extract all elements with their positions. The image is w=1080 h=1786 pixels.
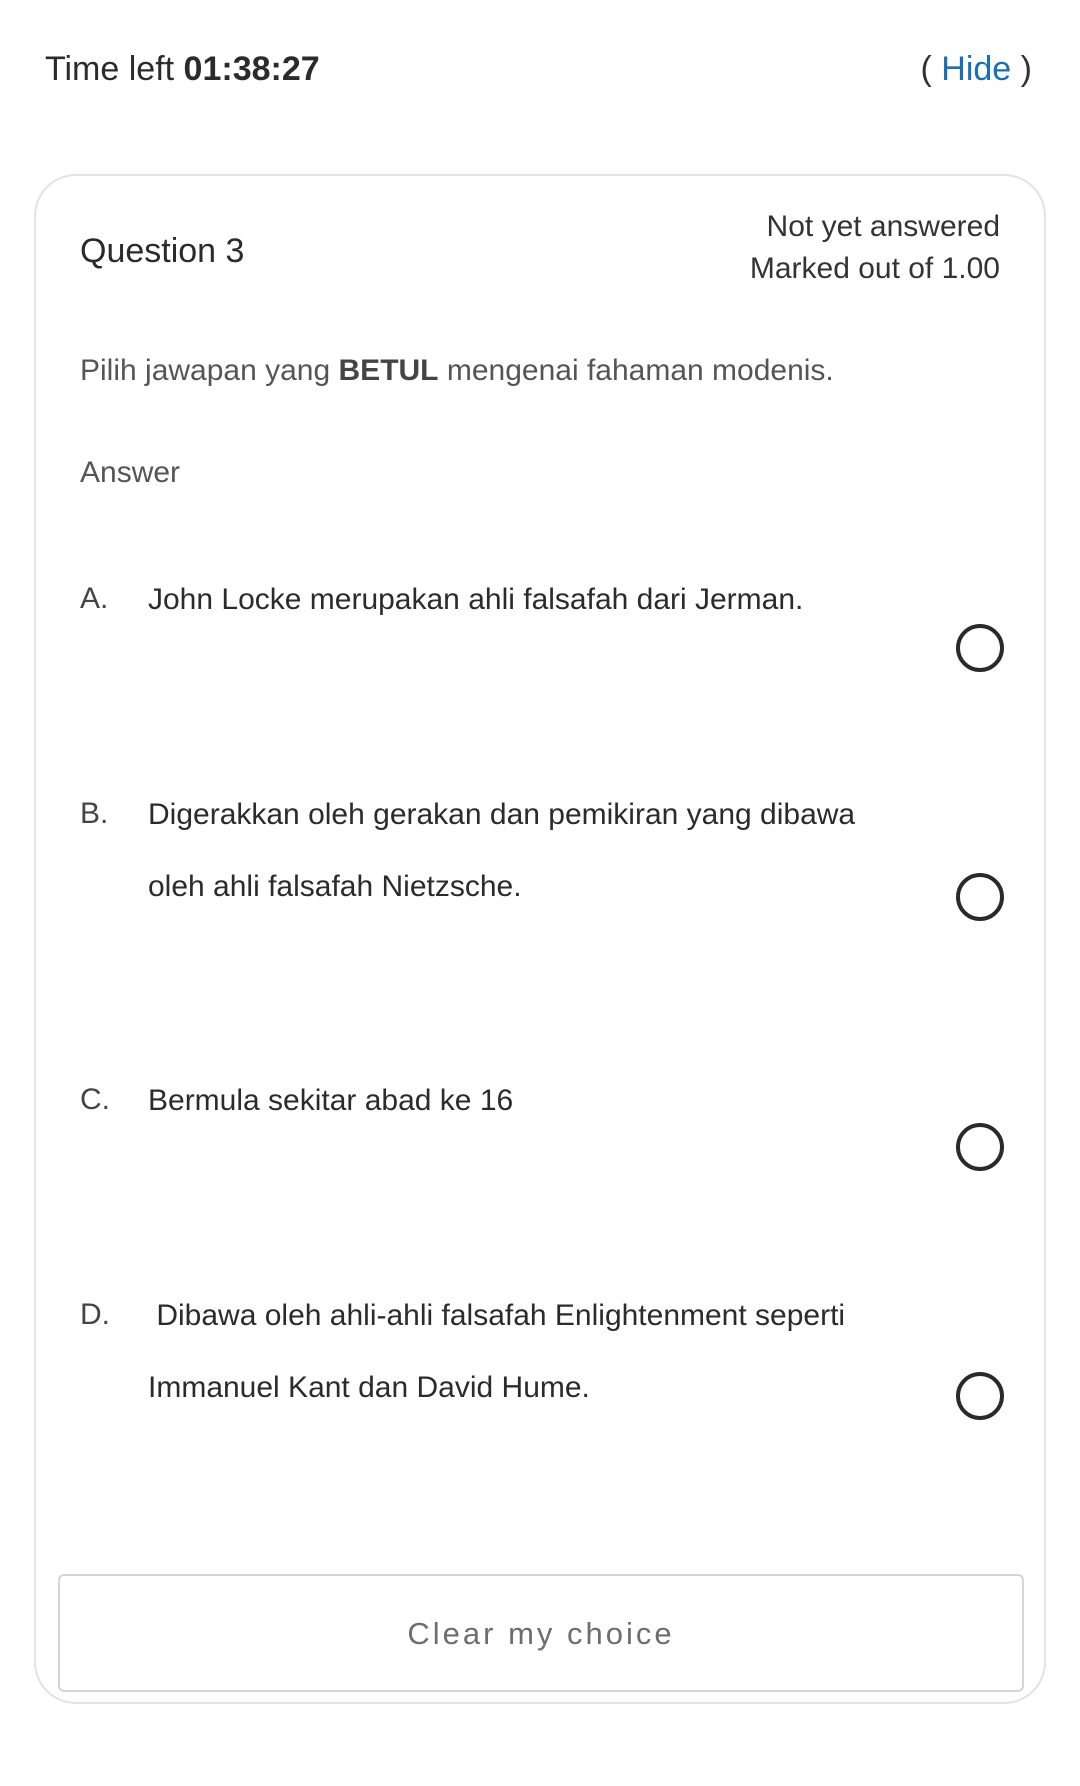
answer-label: Answer <box>80 456 181 489</box>
option-d[interactable] <box>80 1298 1004 1458</box>
question-card <box>34 174 1046 1704</box>
timer-toggle <box>921 50 1033 89</box>
question-text-after: mengenai fahaman modenis. <box>438 354 834 387</box>
question-text-before: Pilih jawapan yang <box>80 354 339 387</box>
close-paren: ) <box>1020 50 1032 88</box>
timer-label: Time left <box>45 50 175 88</box>
option-a-radio[interactable] <box>956 624 1004 672</box>
option-b-radio[interactable] <box>956 873 1004 921</box>
timer-value: 01:38:27 <box>183 50 320 88</box>
option-a[interactable] <box>80 582 1004 742</box>
hide-link[interactable]: Hide <box>941 50 1012 88</box>
option-text: Digerakkan oleh gerakan dan pemikiran yang dibawa oleh ahli falsafah Nietzsche. <box>148 798 856 903</box>
option-text: Bermula sekitar abad ke 16 <box>148 1084 514 1117</box>
question-text-bold: BETUL <box>338 354 439 387</box>
question-info <box>750 206 1000 290</box>
option-letter: D. <box>80 1298 110 1331</box>
option-text: John Locke merupakan ahli falsafah dari Jerman. <box>148 583 804 616</box>
question-marks: Marked out of 1.00 <box>749 252 1000 285</box>
option-c[interactable] <box>80 1083 1004 1243</box>
option-letter: C. <box>80 1083 110 1116</box>
option-b[interactable] <box>80 797 1004 957</box>
option-text: Dibawa oleh ahli-ahli falsafah Enlightenment seperti Immanuel Kant dan David Hume. <box>148 1299 854 1404</box>
question-title: Question 3 <box>80 232 245 270</box>
option-c-radio[interactable] <box>956 1123 1004 1171</box>
option-letter: B. <box>80 797 109 830</box>
open-paren: ( <box>920 50 932 88</box>
option-letter: A. <box>80 582 109 615</box>
question-text <box>80 354 834 388</box>
timer <box>45 50 320 89</box>
question-status: Not yet answered <box>766 210 1000 243</box>
clear-choice-button[interactable]: Clear my choice <box>58 1574 1024 1692</box>
option-d-radio[interactable] <box>956 1372 1004 1420</box>
